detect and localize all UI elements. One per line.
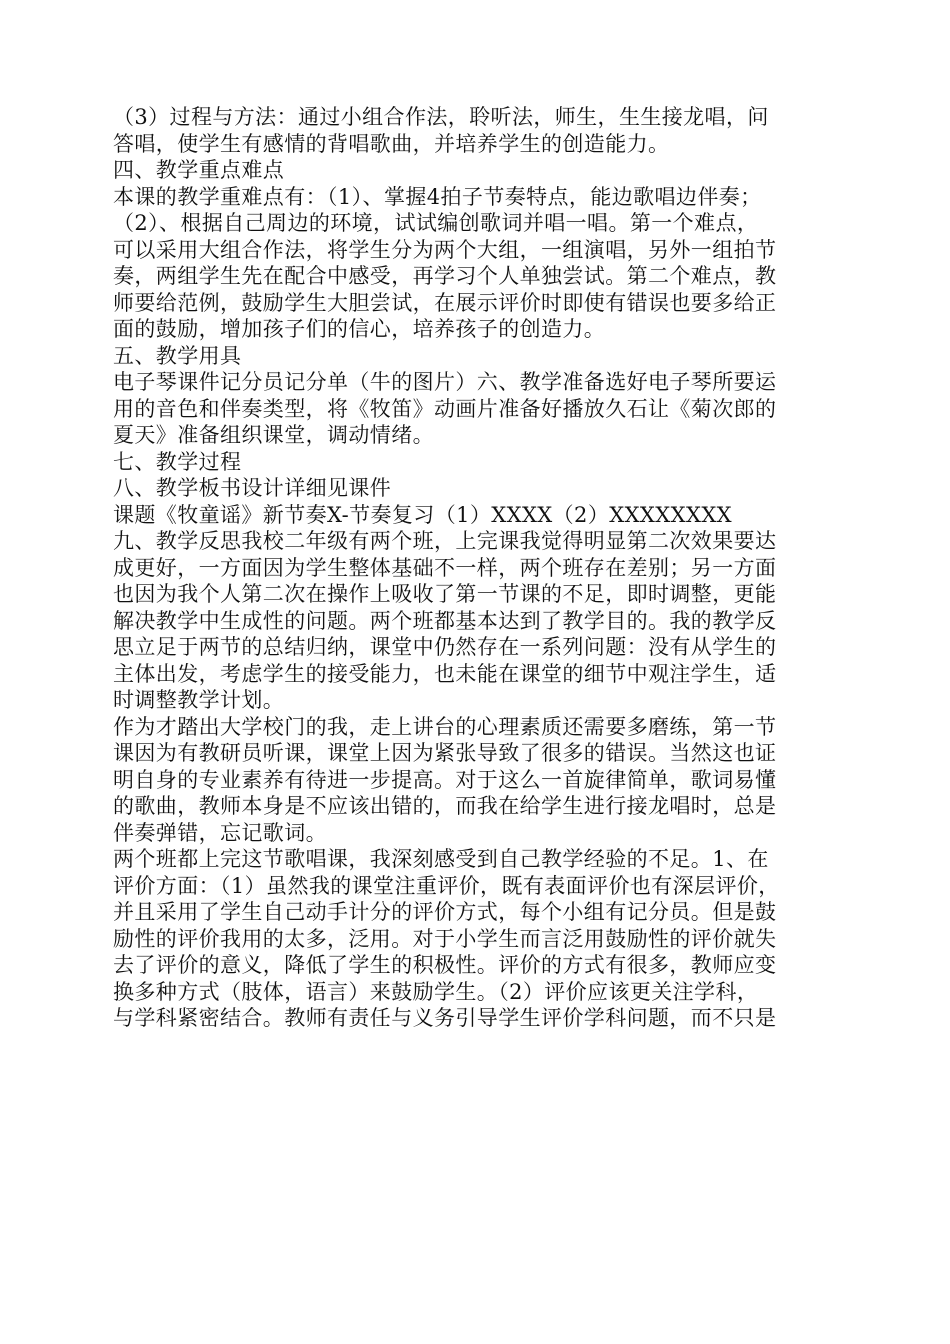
text-line: 励性的评价我用的太多，泛用。对于小学生而言泛用鼓励性的评价就失 — [113, 926, 777, 951]
text-line: 主体出发，考虑学生的接受能力，也未能在课堂的细节中观注学生，适 — [113, 661, 777, 686]
text-line: 成更好，一方面因为学生整体基础不一样，两个班存在差别；另一方面 — [113, 555, 777, 580]
text-line: 并且采用了学生自己动手计分的评价方式，每个小组有记分员。但是鼓 — [113, 900, 777, 924]
text-line: 评价方面：（1）虽然我的课堂注重评价，既有表面评价也有深层评价， — [113, 873, 780, 898]
section-heading: 四、教学重点难点 — [113, 158, 285, 182]
text-line: 换多种方式（肢体，语言）来鼓励学生。（2）评价应该更关注学科， — [113, 979, 759, 1004]
text-line: 用的音色和伴奏类型，将《牧笛》动画片准备好播放久石让《菊次郎的 — [113, 396, 777, 421]
text-line: 的歌曲，教师本身是不应该出错的，而我在给学生进行接龙唱时，总是 — [113, 794, 777, 818]
text-line: 伴奏弹错，忘记歌词。 — [113, 820, 327, 845]
text-line: 电子琴课件记分员记分单（牛的图片）六、教学准备选好电子琴所要运 — [113, 370, 777, 394]
text-line: 作为才踏出大学校门的我，走上讲台的心理素质还需要多磨练，第一节 — [113, 714, 777, 739]
text-line: 课题《牧童谣》新节奏X-节奏复习（1）XXXX（2）XXXXXXXX — [113, 502, 733, 527]
text-line: 可以采用大组合作法，将学生分为两个大组，一组演唱，另外一组拍节 — [113, 237, 777, 262]
text-line: 明自身的专业素养有待进一步提高。对于这么一首旋律简单，歌词易懂 — [113, 767, 777, 792]
text-line: 面的鼓励，增加孩子们的信心，培养孩子的创造力。 — [113, 317, 606, 341]
section-heading: 五、教学用具 — [113, 343, 242, 368]
section-heading: 八、教学板书设计详细见课件 — [113, 476, 392, 500]
text-line: 去了评价的意义，降低了学生的积极性。评价的方式有很多，教师应变 — [113, 953, 777, 977]
text-line: 两个班都上完这节歌唱课，我深刻感受到自己教学经验的不足。1、在 — [113, 847, 769, 871]
text-line: 思立足于两节的总结归纳，课堂中仍然存在一系列问题：没有从学生的 — [113, 635, 777, 659]
text-line: 师要给范例，鼓励学生大胆尝试，在展示评价时即使有错误也要多给正 — [113, 290, 777, 315]
text-line: 答唱，使学生有感情的背唱歌曲，并培养学生的创造能力。 — [113, 131, 670, 156]
text-line: 与学科紧密结合。教师有责任与义务引导学生评价学科问题，而不只是 — [113, 1006, 777, 1030]
text-line: （2）、根据自己周边的环境，试试编创歌词并唱一唱。第一个难点， — [113, 211, 759, 235]
text-line: （3）过程与方法：通过小组合作法，聆听法，师生，生生接龙唱，问 — [113, 105, 769, 129]
text-line: 也因为我个人第二次在操作上吸收了第一节课的不足，即时调整，更能 — [113, 582, 777, 606]
text-line: 九、教学反思我校二年级有两个班，上完课我觉得明显第二次效果要达 — [113, 529, 777, 553]
section-heading: 七、教学过程 — [113, 449, 242, 474]
text-line: 本课的教学重难点有：（1）、掌握4拍子节奏特点，能边歌唱边伴奏； — [113, 184, 762, 209]
text-line: 时调整教学计划。 — [113, 688, 285, 712]
document-body — [113, 104, 843, 1032]
text-line: 夏天》准备组织课堂，调动情绪。 — [113, 423, 434, 447]
text-line: 解决教学中生成性的问题。两个班都基本达到了教学目的。我的教学反 — [113, 608, 777, 633]
text-line: 课因为有教研员听课，课堂上因为紧张导致了很多的错误。当然这也证 — [113, 741, 777, 765]
text-line: 奏，两组学生先在配合中感受，再学习个人单独尝试。第二个难点，教 — [113, 264, 777, 288]
